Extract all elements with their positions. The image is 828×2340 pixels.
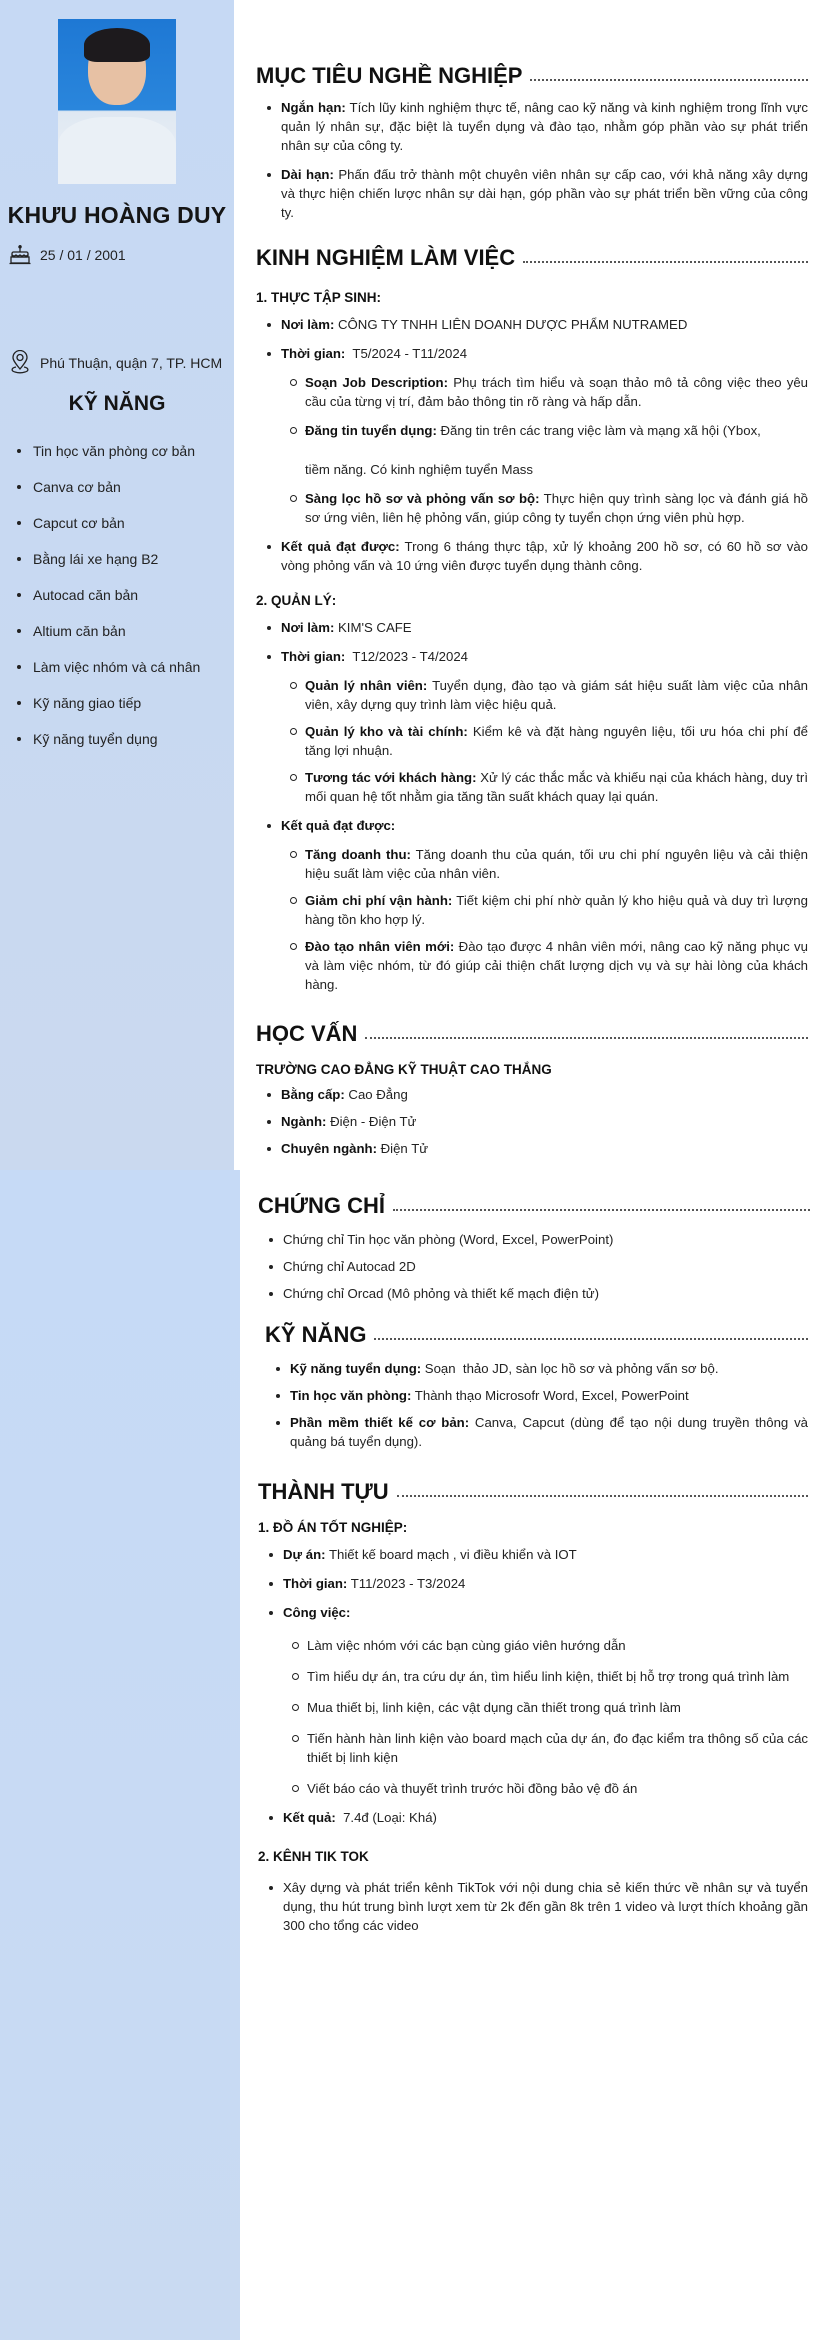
dotted-divider (523, 261, 808, 263)
education-item (281, 1085, 808, 1104)
value: Đào tạo được 4 nhân viên mới, nâng cao kỹ năng phục vụ và làm việc nhóm, từ đó giúp cải thiện chất lượng dịch vụ và sự hài lòng của khách hàng. (305, 939, 808, 992)
job-result-item (305, 891, 808, 929)
job-task (305, 768, 808, 806)
skill-item (290, 1413, 808, 1451)
work-item: Mua thiết bị, linh kiện, các vật dụng cần thiết trong quá trình làm (307, 1698, 808, 1717)
experience-section (256, 244, 808, 994)
label: Đăng tin tuyển dụng: (305, 423, 437, 438)
goal-label: Ngắn hạn: (281, 100, 346, 115)
value: Điện - Điện Tử (326, 1114, 417, 1129)
sidebar-skill-item: Tin học văn phòng cơ bản (16, 433, 200, 469)
work-item: Tiến hành hàn linh kiện vào board mạch của dự án, đo đạc kiểm tra thông số của các thiết bị linh kiện (307, 1731, 808, 1765)
section-title-text: HỌC VẤN (256, 1021, 358, 1046)
label: Nơi làm: (281, 620, 335, 635)
section-title-text: KINH NGHIỆM LÀM VIỆC (256, 245, 516, 270)
dob-text: 25 / 01 / 2001 (40, 247, 126, 263)
goal-item (281, 98, 808, 155)
section-title (265, 1321, 808, 1349)
value: Soạn thảo JD, sàn lọc hồ sơ và phỏng vấn sơ bộ. (421, 1361, 719, 1376)
value: Canva, Capcut (dùng để tạo nội dung truyền thông và quảng bá tuyển dụng). (290, 1415, 809, 1449)
job-result-item (305, 845, 808, 883)
value: Tuyển dụng, đào tạo và giám sát hiệu suất làm việc của nhân viên, xây dựng quy trình làm việc hiệu quả. (305, 678, 808, 712)
job-place (281, 315, 808, 334)
value: Trong 6 tháng thực tập, xử lý khoảng 200 hồ sơ, có 60 hồ sơ vào vòng phỏng vấn và 10 ứng viên được tuyển dụng thành công. (281, 539, 808, 573)
sidebar-skill-item: Bằng lái xe hạng B2 (16, 541, 200, 577)
map-pin-icon (9, 352, 31, 374)
label: Kết quả đạt được: (281, 818, 396, 833)
job-details (256, 618, 808, 994)
job-heading: 2. QUẢN LÝ: (256, 593, 337, 608)
value: Xử lý các thắc mắc và khiếu nại của khách hàng, duy trì mối quan hệ tốt nhằm gia tăng tần suất khách quay lại quán. (305, 770, 808, 804)
label: Tin học văn phòng: (290, 1388, 412, 1403)
label: Quản lý kho và tài chính: (305, 724, 468, 739)
education-item (281, 1112, 808, 1131)
label: Bằng cấp: (281, 1087, 345, 1102)
birthday-cake-icon (9, 244, 31, 266)
tiktok-list (258, 1878, 808, 1935)
project-result (283, 1808, 808, 1827)
label: Thời gian: (283, 1576, 348, 1591)
job-time (281, 647, 808, 806)
sidebar-skill-item: Capcut cơ bản (16, 505, 200, 541)
dob-row (9, 244, 126, 266)
work-item: Viết báo cáo và thuyết trình trước hồi đồng bảo vệ đồ án (307, 1779, 808, 1798)
goal-item (281, 165, 808, 222)
label: Ngành: (281, 1114, 327, 1129)
label: Quản lý nhân viên: (305, 678, 428, 693)
section-title (256, 244, 808, 272)
section-title-text: KỸ NĂNG (265, 1322, 367, 1347)
sidebar-skill-item: Làm việc nhóm và cá nhân (16, 649, 200, 685)
school-name: TRƯỜNG CAO ĐẲNG KỸ THUẬT CAO THẮNG (256, 1062, 552, 1077)
label: Kết quả đạt được: (281, 539, 400, 554)
value: T5/2024 - T11/2024 (345, 346, 468, 361)
sidebar-skill-item: Kỹ năng giao tiếp (16, 685, 200, 721)
section-title (258, 1478, 808, 1506)
value: Cao Đẳng (344, 1087, 408, 1102)
label: Kết quả: (283, 1810, 336, 1825)
work-item: Tìm hiểu dự án, tra cứu dự án, tìm hiểu linh kiện, thiết bị hỗ trợ trong quá trình làm (307, 1667, 808, 1686)
certificates-section (258, 1192, 810, 1303)
skills-list (265, 1359, 808, 1451)
goal-text: Tích lũy kinh nghiệm thực tế, nâng cao kỹ năng và kinh nghiệm trong lĩnh vực quản lý nhân sự, đặc biệt là tuyển dụng và đào tạo, nhằm góp phần vào sự phát triển nhân sự của công ty. (281, 100, 808, 153)
section-title-text: THÀNH TỰU (258, 1479, 389, 1504)
sidebar (0, 0, 234, 1170)
value: Thiết kế board mạch , vi điều khiển và IOT (325, 1547, 577, 1562)
value: KIM'S CAFE (334, 620, 412, 635)
profile-photo (58, 19, 176, 184)
work-item: Làm việc nhóm với các bạn cùng giáo viên hướng dẫn (307, 1636, 808, 1655)
sidebar-skill-item: Altium căn bản (16, 613, 200, 649)
sidebar-skill-item: Autocad căn bản (16, 577, 200, 613)
label: Đào tạo nhân viên mới: (305, 939, 455, 954)
photo-shirt (58, 117, 176, 184)
project-work-list (283, 1636, 808, 1798)
value: T12/2023 - T4/2024 (345, 649, 469, 664)
goal-label: Dài hạn: (281, 167, 334, 182)
job-task (305, 373, 808, 411)
section-title-text: MỤC TIÊU NGHỀ NGHIỆP (256, 63, 523, 88)
job-results (281, 845, 808, 994)
label: Chuyên ngành: (281, 1141, 377, 1156)
certificate-item: Chứng chỉ Autocad 2D (283, 1257, 810, 1276)
dotted-divider (374, 1338, 808, 1340)
value: Điện Tử (376, 1141, 429, 1156)
certificate-item: Chứng chỉ Tin học văn phòng (Word, Excel, PowerPoint) (283, 1230, 810, 1249)
skill-item (290, 1386, 808, 1405)
project-time (283, 1574, 808, 1593)
value: Tăng doanh thu của quán, tối ưu chi phí nguyên liệu và cải thiện hiệu suất làm việc của nhân viên. (305, 847, 808, 881)
label: Phần mềm thiết kế cơ bản: (290, 1415, 470, 1430)
value: Thành thạo Microsofr Word, Excel, PowerPoint (411, 1388, 689, 1403)
label: Tương tác với khách hàng: (305, 770, 477, 785)
job-place (281, 618, 808, 637)
dotted-divider (393, 1209, 810, 1211)
dotted-divider (397, 1495, 808, 1497)
value: Tiết kiệm chi phí nhờ quản lý kho hiệu quả và duy trì lượng hàng tồn kho hợp lý. (305, 893, 808, 927)
job-details (256, 315, 808, 575)
job-task (305, 421, 808, 479)
project-name (283, 1545, 808, 1564)
sidebar-skill-item: Canva cơ bản (16, 469, 200, 505)
section-title-text: CHỨNG CHỈ (258, 1193, 386, 1218)
gap (305, 440, 808, 459)
label: Thời gian: (281, 346, 346, 361)
tiktok-item: Xây dựng và phát triển kênh TikTok với nội dung chia sẻ kiến thức về nhân sự và tuyển dụng, thu hút trung bình lượt xem từ 2k đến gần 8k trên 1 video và lượt thích khoảng gần 300 cho tổng các video (283, 1880, 808, 1933)
goal-list (256, 98, 808, 222)
education-item (281, 1139, 808, 1158)
job-heading: 1. THỰC TẬP SINH: (256, 290, 381, 305)
address-text: Phú Thuận, quận 7, TP. HCM (40, 355, 223, 371)
skill-item (290, 1359, 808, 1378)
value: Thực hiện quy trình sàng lọc và đánh giá hồ sơ ứng viên, liên hệ phỏng vấn, giúp công ty tuyển chọn ứng viên phù hợp. (305, 491, 808, 525)
skills-section (265, 1321, 808, 1451)
label: Giảm chi phí vận hành: (305, 893, 453, 908)
job-result-item (305, 937, 808, 994)
career-goal-section (256, 62, 808, 222)
sidebar-skills-title: KỸ NĂNG (68, 392, 166, 415)
label: Thời gian: (281, 649, 346, 664)
job-task (305, 676, 808, 714)
project-details (258, 1545, 808, 1827)
value: Đăng tin trên các trang việc làm và mạng xã hội (Ybox, (436, 423, 761, 438)
photo-hair (84, 28, 150, 62)
profile-name: KHƯU HOÀNG DUY (7, 202, 227, 228)
dotted-divider (365, 1037, 808, 1039)
project-work (283, 1603, 808, 1798)
sidebar (0, 1170, 240, 2340)
label: Soạn Job Description: (305, 375, 449, 390)
job-result (281, 537, 808, 575)
value: Kiểm kê và đặt hàng nguyên liệu, tối ưu hóa chi phí để tăng lợi nhuận. (305, 724, 808, 758)
job-task (305, 489, 808, 527)
section-title (256, 1020, 808, 1048)
job-result (281, 816, 808, 994)
label: Dự án: (283, 1547, 326, 1562)
project-heading: 1. ĐỒ ÁN TỐT NGHIỆP: (258, 1520, 408, 1535)
value: Phụ trách tìm hiểu và soạn thảo mô tả công việc theo yêu cầu của từng vị trí, đảm bảo thông tin rõ ràng và hấp dẫn. (305, 375, 808, 409)
dotted-divider (530, 79, 808, 81)
label: Sàng lọc hồ sơ và phỏng vấn sơ bộ: (305, 491, 540, 506)
value: CÔNG TY TNHH LIÊN DOANH DƯỢC PHẨM NUTRAMED (334, 317, 688, 332)
sidebar-skills-list (16, 433, 200, 757)
certificate-item: Chứng chỉ Orcad (Mô phỏng và thiết kế mạch điện tử) (283, 1284, 810, 1303)
sidebar-skill-item: Kỹ năng tuyển dụng (16, 721, 200, 757)
job-task (305, 722, 808, 760)
job-tasks (281, 373, 808, 527)
address-row (9, 352, 222, 374)
goal-text: Phấn đấu trở thành một chuyên viên nhân sự cấp cao, với khả năng xây dựng và thực hiện chiến lược nhân sự dài hạn, góp phần vào sự phát triển bền vững của công ty. (281, 167, 808, 220)
label: Tăng doanh thu: (305, 847, 411, 862)
job-time (281, 344, 808, 527)
value: T11/2023 - T3/2024 (347, 1576, 466, 1591)
achievements-section (258, 1478, 808, 1935)
education-list (256, 1085, 808, 1158)
section-title (258, 1192, 810, 1220)
education-section (256, 1020, 808, 1158)
label: Công việc: (283, 1605, 351, 1620)
value: 7.4đ (Loại: Khá) (335, 1810, 437, 1825)
tiktok-heading: 2. KÊNH TIK TOK (258, 1849, 369, 1864)
label: Kỹ năng tuyển dụng: (290, 1361, 422, 1376)
label: Nơi làm: (281, 317, 335, 332)
certificates-list (258, 1230, 810, 1303)
section-title (256, 62, 808, 90)
value-continued: tiềm năng. Có kinh nghiệm tuyển Mass (305, 462, 533, 477)
job-tasks (281, 676, 808, 806)
